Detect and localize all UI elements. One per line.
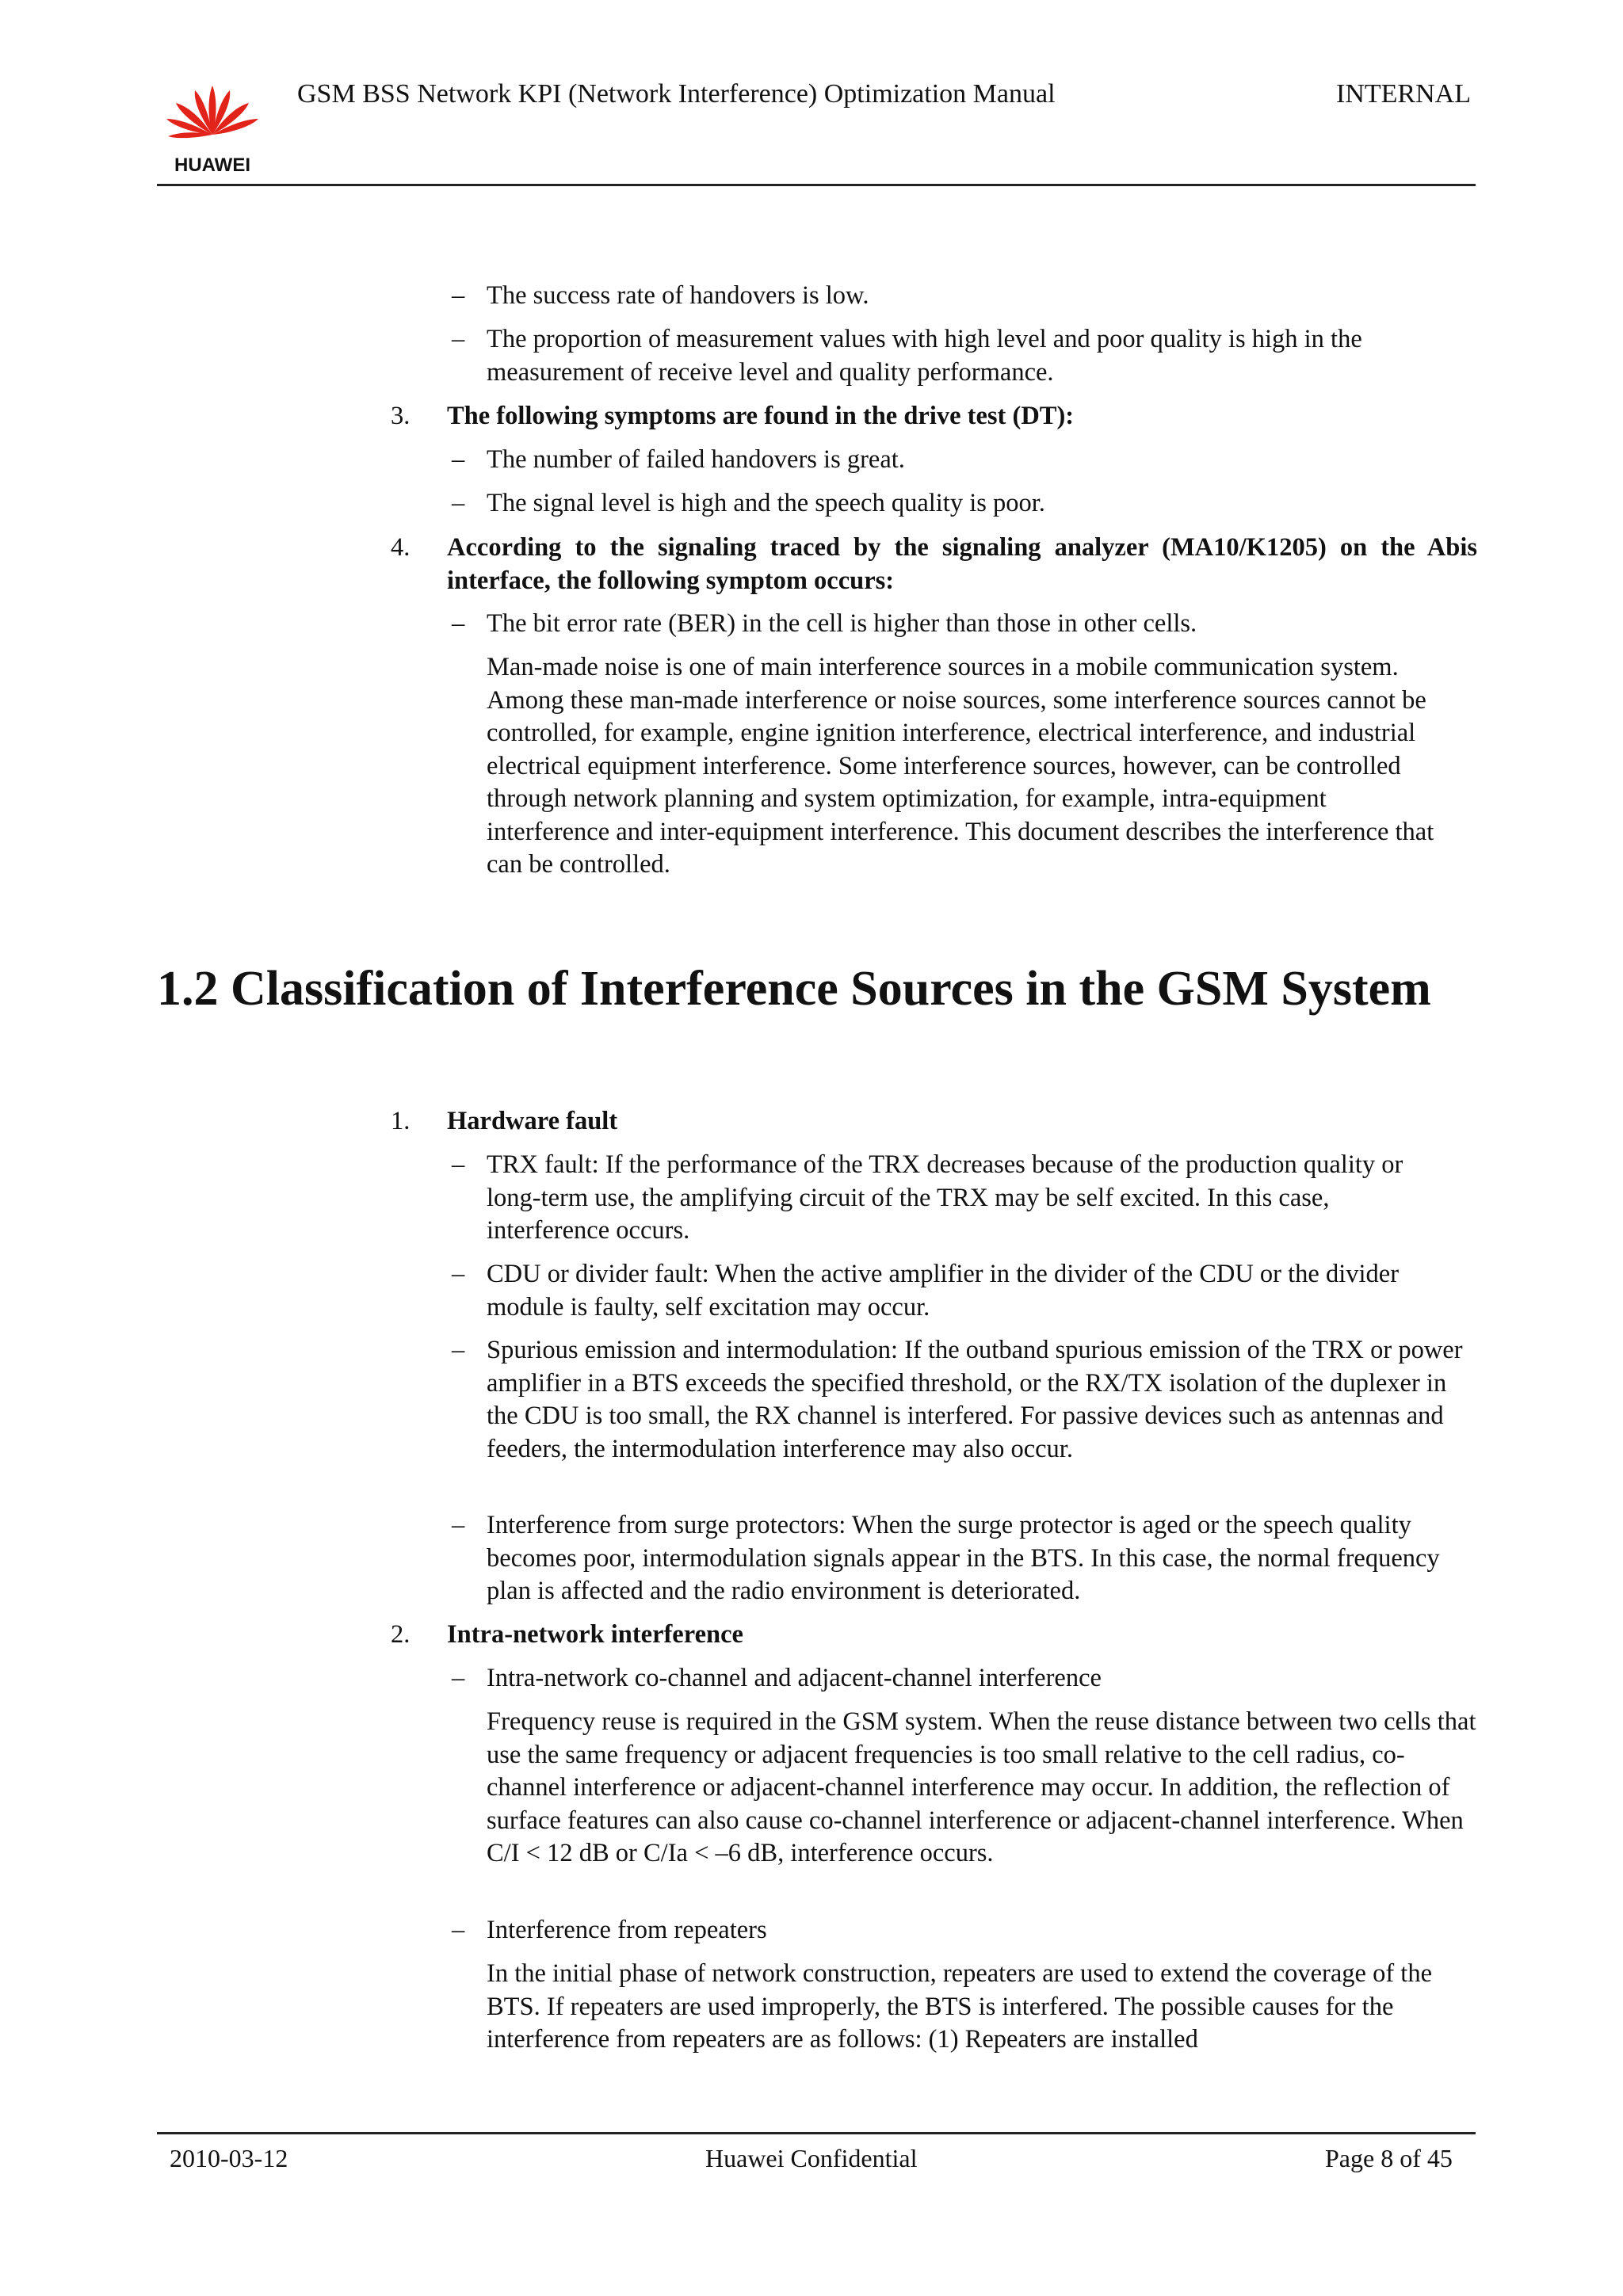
bullet-item: TRX fault: If the performance of the TRX decreases because of the production quality or long-term use, the amplifying circuit of the TRX may be self excited. In this case, interference occurs. <box>487 1150 1403 1245</box>
footer-divider <box>157 2132 1476 2134</box>
list-number: 2. <box>391 1620 411 1649</box>
bullet-dash: – <box>452 489 465 517</box>
huawei-flower-icon <box>157 73 268 176</box>
bullet-item: The number of failed handovers is great. <box>487 445 905 474</box>
bullet-item: The proportion of measurement values with high level and poor quality is high in the measurement of receive level and quality performance. <box>487 325 1362 387</box>
list-item-heading: The following symptoms are found in the drive test (DT): <box>447 402 1075 430</box>
bullet-item: Spurious emission and intermodulation: If the outband spurious emission of the TRX or power amplifier in a BTS exceeds the specified threshold, or the RX/TX isolation of the duplexer in the CDU is too small, the RX channel is interfered. For passive devices such as antennas and feeders, the intermodulation interference may also occur. <box>487 1336 1463 1463</box>
bullet-dash: – <box>452 1150 465 1179</box>
bullet-item: The bit error rate (BER) in the cell is higher than those in other cells. <box>487 609 1197 638</box>
list-item-heading: Intra-network interference <box>447 1620 743 1649</box>
bullet-dash: – <box>452 1916 465 1944</box>
bullet-item: CDU or divider fault: When the active amplifier in the divider of the CDU or the divider module is faulty, self excitation may occur. <box>487 1260 1400 1322</box>
footer-page-number: Page 8 of 45 <box>1325 2144 1453 2172</box>
bullet-dash: – <box>452 1664 465 1692</box>
body-paragraph: Man-made noise is one of main interference sources in a mobile communication system. Among these man-made interference or noise sources, some interference sources cannot be controlled, for example, engine ignition interference, electrical interference, and industrial electrical equipment interference. Some interference sources, however, can be controlled through network planning and system optimization, for example, intra-equipment interference and inter-equipment interference. This document describes the interference that can be controlled. <box>487 653 1434 879</box>
bullet-dash: – <box>452 1511 465 1539</box>
bullet-dash: – <box>452 325 465 353</box>
bullet-item: Interference from repeaters <box>487 1916 767 1944</box>
list-item-heading: According to the signaling traced by the signaling analyzer (MA10/K1205) on the Abis interface, the following symptom occurs: <box>447 533 1477 595</box>
bullet-item: The signal level is high and the speech quality is poor. <box>487 489 1045 517</box>
body-paragraph: Frequency reuse is required in the GSM system. When the reuse distance between two cells that use the same frequency or adjacent frequencies is too small relative to the cell radius, co-channel interference or adjacent-channel interference may occur. In addition, the reflection of surface features can also cause co-channel interference or adjacent-channel interference. When C/I < 12 dB or C/Ia < –6 dB, interference occurs. <box>487 1707 1476 1867</box>
header-divider <box>157 184 1476 186</box>
bullet-item: Interference from surge protectors: When the surge protector is aged or the speech quality becomes poor, intermodulation signals appear in the BTS. In this case, the normal frequency plan is affected and the radio environment is deteriorated. <box>487 1511 1440 1605</box>
footer-date: 2010-03-12 <box>170 2144 288 2172</box>
section-heading: 1.2 Classification of Interference Sources in the GSM System <box>157 962 1431 1016</box>
list-number: 3. <box>391 402 411 430</box>
bullet-dash: – <box>452 609 465 638</box>
list-number: 4. <box>391 533 411 562</box>
header-title: GSM BSS Network KPI (Network Interference) Optimization Manual <box>297 79 1056 109</box>
bullet-dash: – <box>452 445 465 474</box>
bullet-dash: – <box>452 1260 465 1288</box>
logo-wordmark: HUAWEI <box>174 154 250 176</box>
list-number: 1. <box>391 1107 411 1135</box>
footer-confidential: Huawei Confidential <box>705 2144 918 2172</box>
bullet-dash: – <box>452 281 465 310</box>
bullet-item: Intra-network co-channel and adjacent-channel interference <box>487 1664 1102 1692</box>
body-paragraph: In the initial phase of network construction, repeaters are used to extend the coverage of the BTS. If repeaters are used improperly, the BTS is interfered. The possible causes for the interference from repeaters are as follows: (1) Repeaters are installed <box>487 1959 1433 2054</box>
huawei-logo <box>157 73 268 176</box>
bullet-item: The success rate of handovers is low. <box>487 281 869 310</box>
header-classification: INTERNAL <box>1336 79 1471 109</box>
bullet-dash: – <box>452 1336 465 1364</box>
list-item-heading: Hardware fault <box>447 1107 618 1135</box>
